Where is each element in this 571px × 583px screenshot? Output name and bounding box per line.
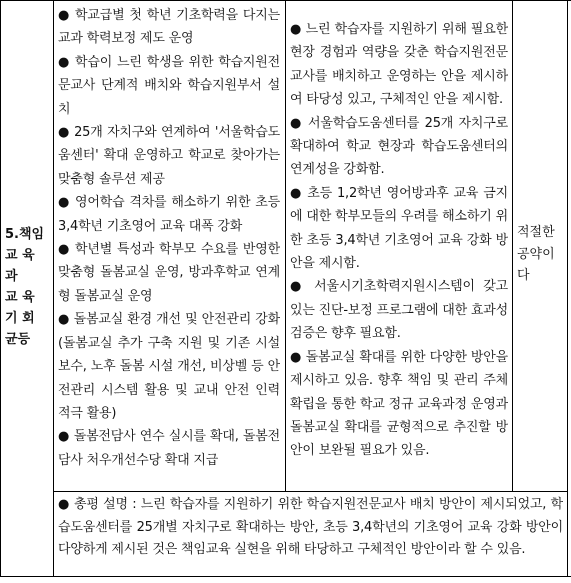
- category-line: 교 육: [5, 248, 35, 263]
- category-line: 교 육: [5, 290, 35, 305]
- policy-item: ● 돌봄교실 환경 개선 및 안전관리 강화(돌봄교실 추가 구축 지원 및 기존 시설 보수, 노후 돌봄 시설 개선, 비상벨 등 안전관리 시스템 활용 및 교내 안전 인력 적극 활용): [58, 312, 280, 421]
- category-label: [5, 224, 53, 364]
- category-line: 균등: [5, 332, 31, 347]
- category-line: 기 회: [5, 311, 35, 326]
- policy-item: ● 25개 자치구와 연계하여 '서울학습도움센터' 확대 운영하고 학교로 찾아가는 맞춤형 솔루션 제공: [58, 125, 280, 187]
- assessment-item: ● 돌봄교실 확대를 위한 다양한 방안을 제시하고 있음. 향후 책임 및 관리 주체 확립을 통한 학교 정규 교육과정 운영과 돌봄교실 확대를 균형적으로 추진할 방안이 보완될 필요가 있음.: [290, 349, 508, 459]
- category-line: 과: [5, 269, 18, 284]
- policy-item: ● 학습이 느린 학생을 위한 학습지원전문교사 단계적 배치와 학습지원부서 설치: [58, 54, 280, 117]
- summary-divider: [53, 491, 568, 492]
- assessment-item: ● 초등 1,2학년 영어방과후 교육 금지에 대한 학부모들의 우려를 해소하기 위한 초등 3,4학년 기초영어 교육 강화 방안을 제시함.: [290, 185, 508, 272]
- assessment-item: ● 느린 학습자를 지원하기 위해 필요한 현장 경험과 역량을 갖춘 학습지원전문교사를 배치하고 운영하는 안을 제시하여 타당성 있고, 구체적인 안을 제시함.: [290, 22, 508, 108]
- table-border-left: [0, 0, 1, 577]
- policy-item: ● 학교급별 첫 학년 기초학력을 다지는 교과 학력보정 제도 운영: [58, 8, 280, 47]
- table-border-bottom: [0, 576, 571, 577]
- column-divider-right: [512, 0, 513, 491]
- verdict-text: 적절한 공약이다: [517, 225, 555, 283]
- policy-list: [58, 4, 280, 490]
- policy-item: ● 돌봄전담사 연수 실시를 확대, 돌봄전담사 처우개선수당 확대 지급: [58, 429, 280, 468]
- policy-item: ● 학년별 특성과 학부모 수요를 반영한 맞춤형 돌봄교실 운영, 방과후학교 연계형 돌봄교실 운영: [58, 242, 280, 304]
- assessment-item: ● 서울시기초학력지원시스템이 갖고 있는 진단-보정 프로그램에 대한 효과성 검증은 향후 필요함.: [290, 279, 508, 342]
- policy-item: ● 영어학습 격차를 해소하기 위한 초등 3,4학년 기초영어 교육 대폭 강화: [58, 195, 280, 234]
- column-divider-left: [285, 0, 286, 491]
- category-line: 5.책임: [5, 227, 45, 242]
- assessment-list: [290, 18, 508, 490]
- summary-text: ● 총평 설명 : 느린 학습자를 지원하기 위한 학습지원전문교사 배치 방안이 제시되었고, 학습도움센터를 25개별 자치구로 확대하는 방안, 초등 3,4학년의 기초영어 교육 강화 방안이 다양하게 제시된 것은 책임교육 실현을 위해 타당하고 구체적인 방안이라 할 수 있음.: [58, 497, 563, 557]
- assessment-item: ● 서울학습도움센터를 25개 자치구로 확대하여 학교 현장과 학습도움센터의 연계성을 강화함.: [290, 115, 508, 178]
